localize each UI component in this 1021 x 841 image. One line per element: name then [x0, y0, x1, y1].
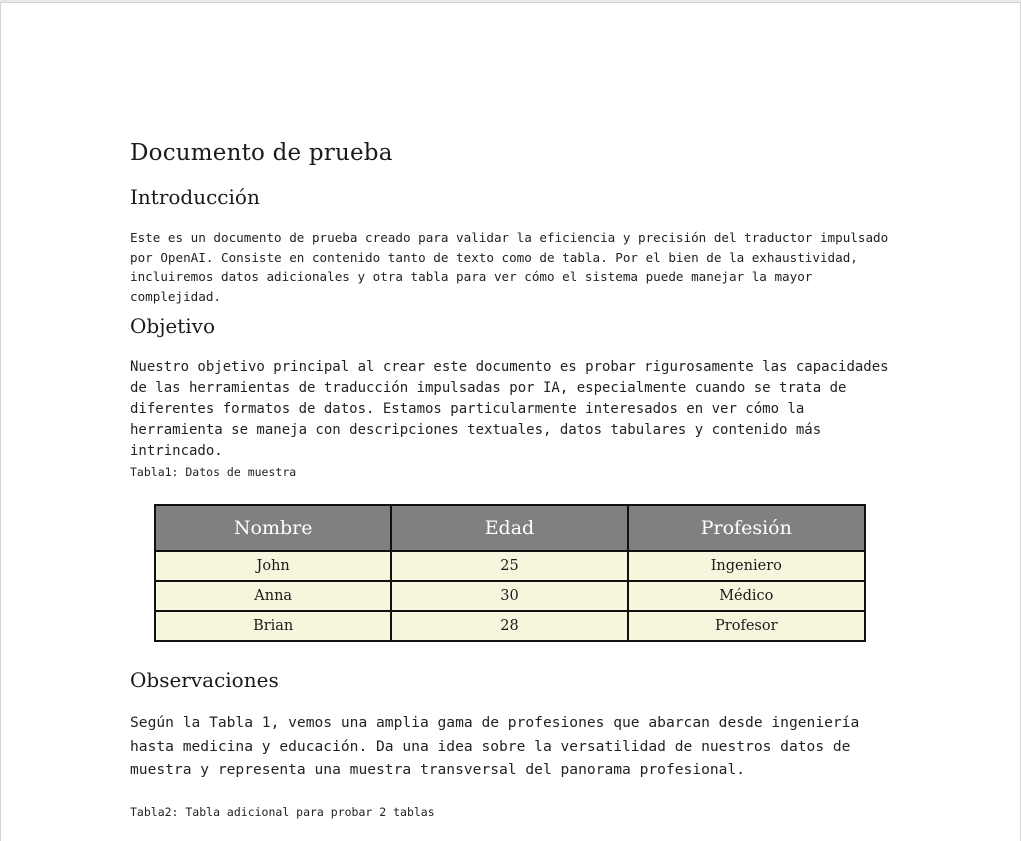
table-header-row — [155, 505, 865, 551]
intro-paragraph: Este es un documento de prueba creado para validar la eficiencia y precisión del traductor impulsado por OpenAI. Consiste en contenido tanto de texto como de tabla. Por el bien de la exhaustividad, incluiremos datos adicionales y otra tabla para ver cómo el sistema puede manejar la mayor complejidad. — [130, 230, 889, 304]
document-page — [0, 2, 1021, 841]
table2-caption: Tabla2: Tabla adicional para probar 2 tablas — [130, 805, 435, 819]
objective-paragraph: Nuestro objetivo principal al crear este documento es probar rigurosamente las capacidades de las herramientas de traducción impulsadas por IA, especialmente cuando se trata de diferentes formatos de datos. Estamos particularmente interesados en ver cómo la herramienta se maneja con descripciones textuales, datos tabulares y contenido más intrincado. — [130, 359, 889, 459]
table-cell: 30 — [391, 581, 627, 611]
objective-heading: Objetivo — [130, 314, 216, 338]
table-cell: Profesor — [628, 611, 865, 641]
table-cell: John — [155, 551, 391, 581]
table-row — [155, 551, 865, 581]
table-cell: Brian — [155, 611, 391, 641]
column-header-profesion: Profesión — [628, 505, 865, 551]
column-header-nombre: Nombre — [155, 505, 391, 551]
observations-paragraph: Según la Tabla 1, vemos una amplia gama de profesiones que abarcan desde ingeniería hasta medicina y educación. Da una idea sobre la versatilidad de nuestros datos de muestra y representa una muestra transversal del panorama profesional. — [130, 714, 860, 778]
table-row — [155, 611, 865, 641]
table-row — [155, 581, 865, 611]
table-cell: 28 — [391, 611, 627, 641]
table1-caption: Tabla1: Datos de muestra — [130, 465, 297, 479]
table-cell: 25 — [391, 551, 627, 581]
table-cell: Anna — [155, 581, 391, 611]
intro-heading: Introducción — [130, 185, 260, 209]
column-header-edad: Edad — [391, 505, 627, 551]
observations-heading: Observaciones — [130, 668, 279, 692]
table-cell: Médico — [628, 581, 865, 611]
sample-data-table — [154, 504, 866, 642]
document-title: Documento de prueba — [130, 140, 393, 166]
table-cell: Ingeniero — [628, 551, 865, 581]
